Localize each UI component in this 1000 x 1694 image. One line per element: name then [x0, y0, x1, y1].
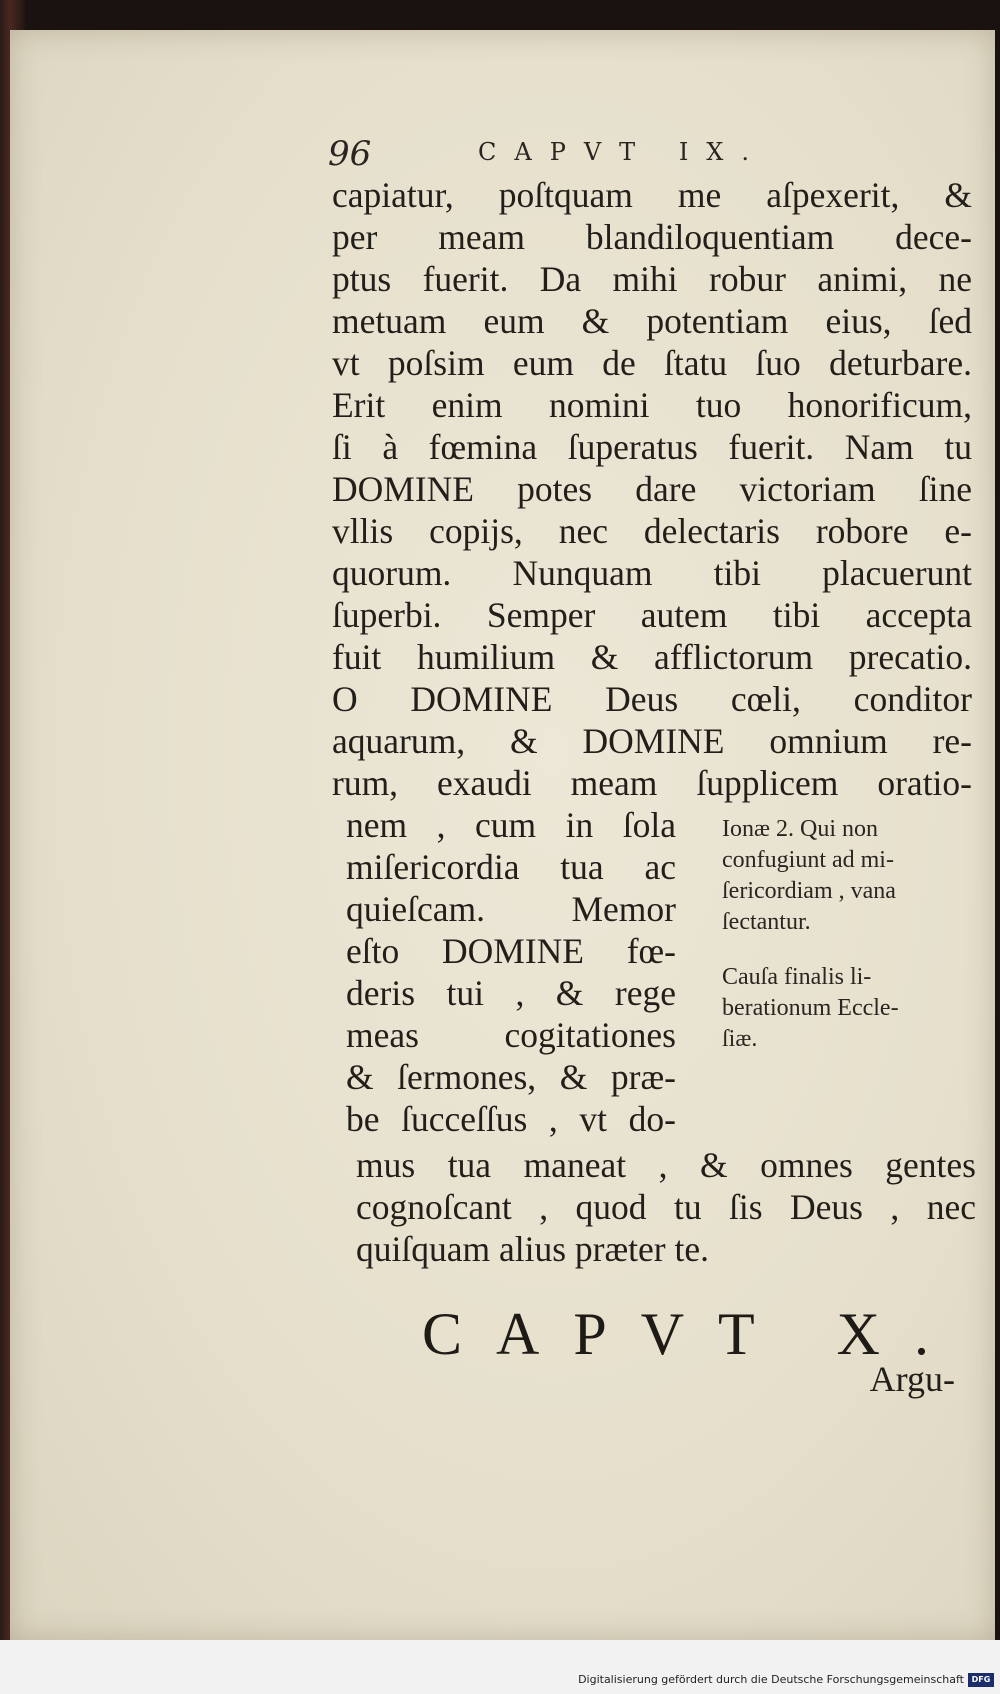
- note-line: Cauſa finalis li-: [722, 964, 872, 990]
- text-with-marginalia: [332, 804, 972, 1140]
- text-line: quiſquam alius præter te.: [356, 1229, 709, 1269]
- page-number: 96: [328, 134, 372, 174]
- text-line: quieſcam. Memor: [346, 889, 676, 929]
- text-line: aquarum, & DOMINE omnium re-: [332, 721, 972, 761]
- text-line: nem , cum in ſola: [346, 805, 676, 845]
- text-line: be ſucceſſus , vt do-: [346, 1099, 676, 1139]
- note-line: ſiæ.: [722, 1026, 758, 1052]
- marginalia: [332, 804, 899, 1140]
- note-line: berationum Eccle-: [722, 995, 899, 1021]
- marginal-note-jonah: [722, 814, 972, 938]
- text-line: meas cogitationes: [346, 1015, 676, 1055]
- text-line: fuit humilium & afflictorum precatio.: [332, 637, 972, 677]
- text-line: DOMINE potes dare victoriam ſine: [332, 469, 972, 509]
- text-line: miſericordia tua ac: [346, 847, 676, 887]
- catchword: Argu-: [869, 1359, 955, 1399]
- text-line: capiatur, poſtquam me aſpexerit, &: [332, 175, 972, 215]
- main-text-block: [332, 174, 972, 1140]
- note-line: Ionæ 2. Qui non: [722, 816, 878, 842]
- footer-bar: [0, 1640, 1000, 1694]
- note-line: ſectantur.: [722, 909, 811, 935]
- text-line: vllis copijs, nec delectaris robore e-: [332, 511, 972, 551]
- running-head: [328, 134, 828, 174]
- text-line: ptus fuerit. Da mihi robur animi, ne: [332, 259, 972, 299]
- book-page: [10, 30, 995, 1640]
- funding-credit: Digitalisierung gefördert durch die Deutsche Forschungsgemeinschaft: [578, 1673, 964, 1686]
- text-line: vt poſsim eum de ſtatu ſuo deturbare.: [332, 343, 972, 383]
- text-line: rum, exaudi meam ſupplicem oratio-: [332, 763, 972, 803]
- text-line: eſto DOMINE fœ-: [346, 931, 676, 971]
- text-line: metuam eum & potentiam eius, ſed: [332, 301, 972, 341]
- dfg-logo-icon: DFG: [968, 1673, 994, 1687]
- running-chapter-title: CAPVT IX.: [478, 138, 768, 166]
- closing-text-block: [356, 1144, 976, 1270]
- text-line: Erit enim nomini tuo honorificum,: [332, 385, 972, 425]
- text-line: O DOMINE Deus cœli, conditor: [332, 679, 972, 719]
- note-line: ſericordiam , vana: [722, 878, 896, 904]
- note-line: confugiunt ad mi-: [722, 847, 894, 873]
- chapter-heading: CAPVT X.: [422, 1301, 963, 1367]
- text-line: cognoſcant , quod tu ſis Deus , nec: [356, 1187, 976, 1227]
- marginal-note-causa: [722, 962, 972, 1055]
- text-line: mus tua maneat , & omnes gentes: [356, 1145, 976, 1185]
- text-line: per meam blandiloquentiam dece-: [332, 217, 972, 257]
- text-line: & ſermones, & præ-: [346, 1057, 676, 1097]
- text-line: quorum. Nunquam tibi placuerunt: [332, 553, 972, 593]
- text-line: ſuperbi. Semper autem tibi accepta: [332, 595, 972, 635]
- text-line: deris tui , & rege: [346, 973, 676, 1013]
- text-line: ſi à fœmina ſuperatus fuerit. Nam tu: [332, 427, 972, 467]
